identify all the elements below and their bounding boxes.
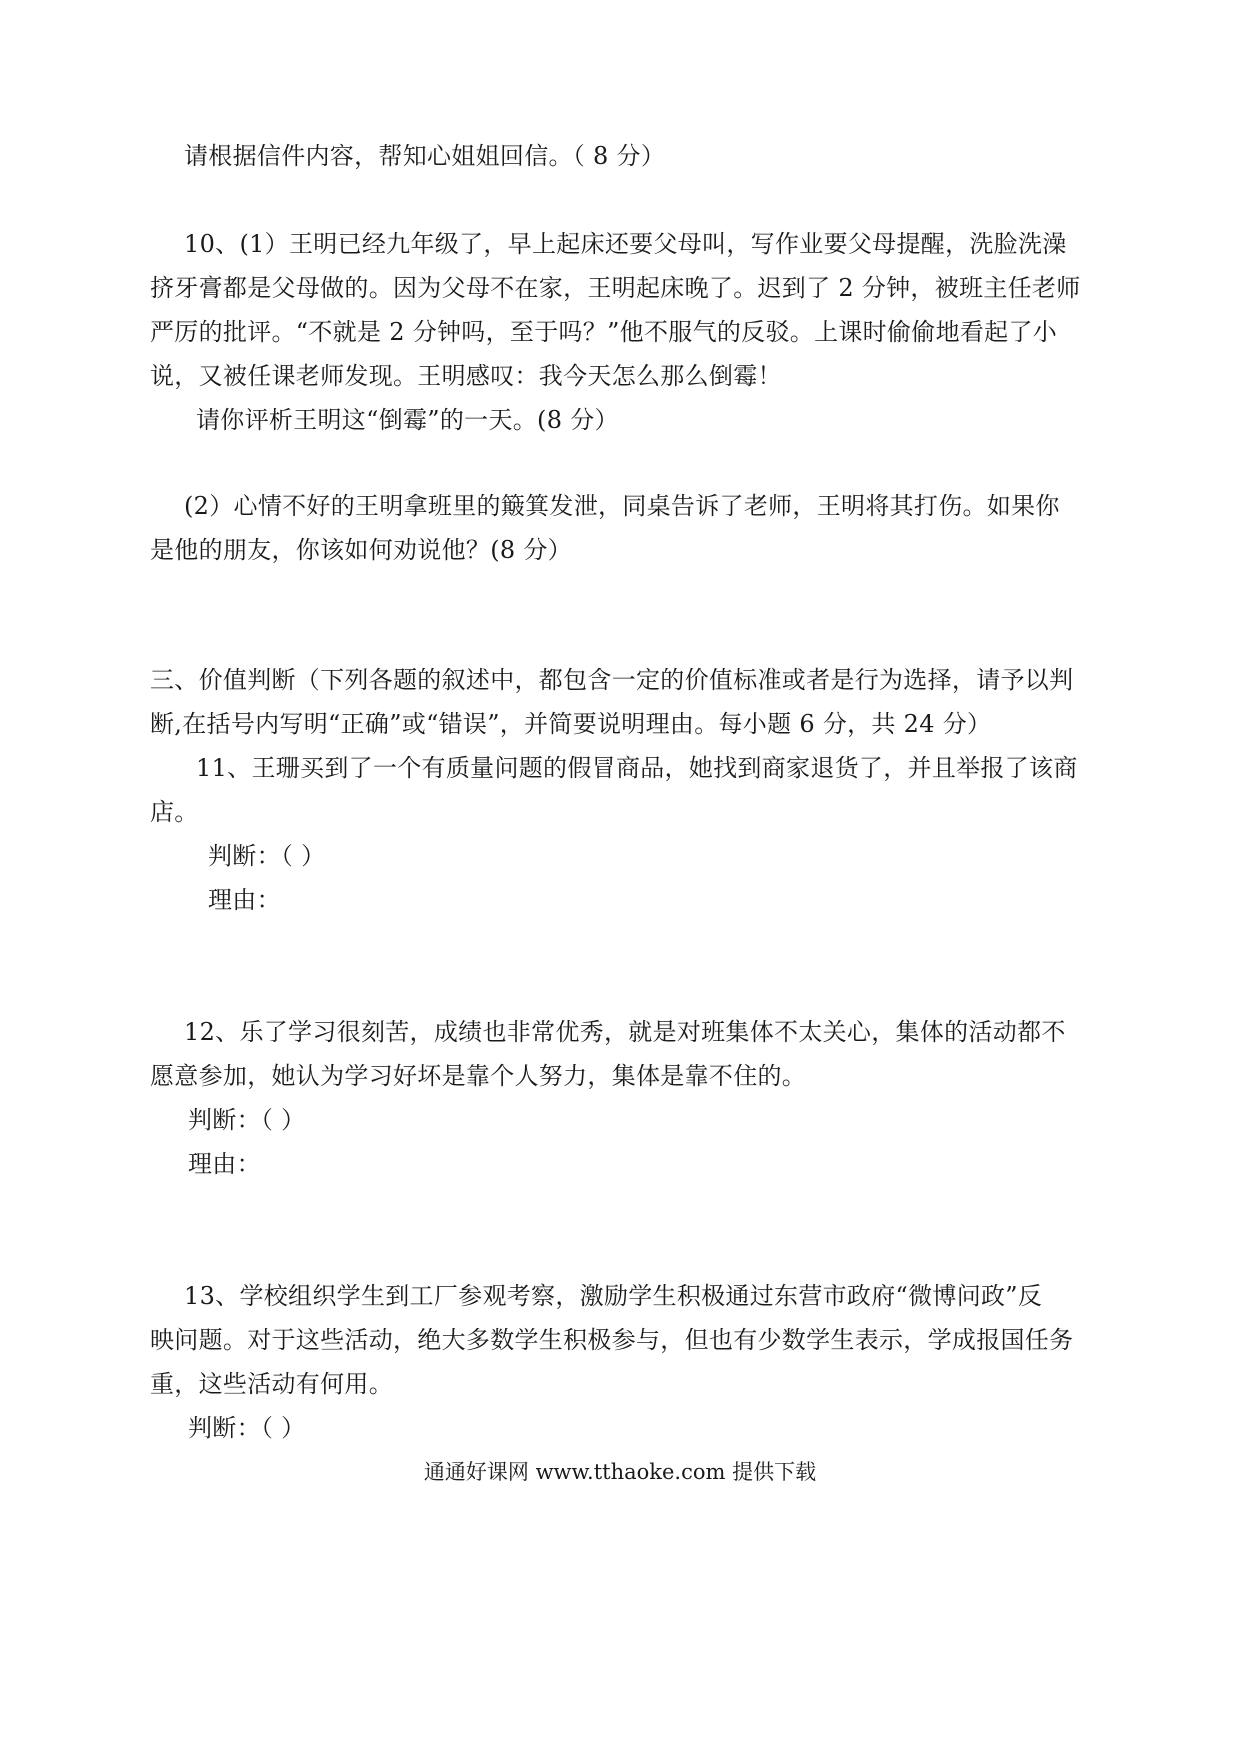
question-10-part2-line2: 是他的朋友，你该如何劝说他？(8 分）: [150, 536, 572, 564]
question-12-reason: 理由：: [188, 1150, 261, 1178]
reply-letter-instruction: 请根据信件内容，帮知心姐姐回信。（ 8 分）: [184, 142, 666, 170]
question-13-judgment: 判断：（ ）: [188, 1414, 306, 1442]
question-10-part1-line1: 10、(1）王明已经九年级了，早上起床还要父母叫，写作业要父母提醒，洗脸洗澡: [184, 230, 1067, 258]
question-12-line2: 愿意参加，她认为学习好坏是靠个人努力，集体是靠不住的。: [150, 1062, 807, 1090]
question-11-reason: 理由：: [208, 886, 281, 914]
question-12-judgment: 判断：（ ）: [188, 1106, 306, 1134]
footer-source-note: 通通好课网 www.tthaoke.com 提供下载: [423, 1460, 817, 1484]
question-10-part1-prompt: 请你评析王明这“倒霉”的一天。(8 分）: [196, 406, 619, 434]
question-10-part2-line1: (2）心情不好的王明拿班里的簸箕发泄，同桌告诉了老师，王明将其打伤。如果你: [184, 492, 1060, 520]
question-10-part1-line4: 说，又被任课老师发现。王明感叹：我今天怎么那么倒霉！: [150, 362, 782, 390]
question-11-line2: 店。: [150, 798, 199, 826]
question-11-line1: 11、王珊买到了一个有质量问题的假冒商品，她找到商家退货了，并且举报了该商: [196, 754, 1078, 782]
question-12-line1: 12、乐了学习很刻苦，成绩也非常优秀，就是对班集体不太关心，集体的活动都不: [184, 1018, 1066, 1046]
question-13-line2: 映问题。对于这些活动，绝大多数学生积极参与，但也有少数学生表示，学成报国任务: [150, 1326, 1074, 1354]
question-11-judgment: 判断：（ ）: [208, 842, 326, 870]
question-10-part1-line3: 严厉的批评。“不就是 2 分钟吗，至于吗？”他不服气的反驳。上课时偷偷地看起了小: [150, 318, 1058, 346]
section-3-heading-line1: 三、价值判断（下列各题的叙述中，都包含一定的价值标准或者是行为选择，请予以判: [150, 666, 1074, 694]
section-3-heading-line2: 断,在括号内写明“正确”或“错误”，并简要说明理由。每小题 6 分，共 24 分）: [150, 710, 992, 738]
question-10-part1-line2: 挤牙膏都是父母做的。因为父母不在家，王明起床晚了。迟到了 2 分钟，被班主任老师: [150, 274, 1081, 302]
question-13-line1: 13、学校组织学生到工厂参观考察，激励学生积极通过东营市政府“微博问政”反: [184, 1282, 1043, 1310]
question-13-line3: 重，这些活动有何用。: [150, 1370, 393, 1398]
